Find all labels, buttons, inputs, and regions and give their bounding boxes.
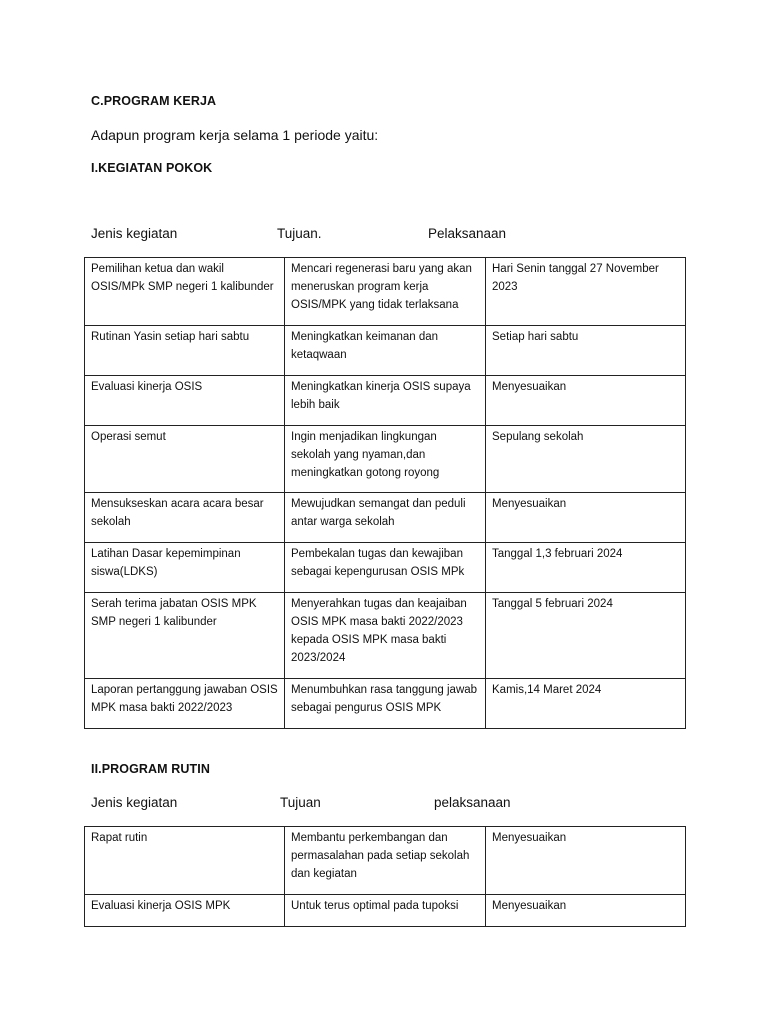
- kegiatan-pokok-col-pelaksanaan: Pelaksanaan: [428, 226, 507, 241]
- table-row: [85, 258, 686, 326]
- cell-jenis: Evaluasi kinerja OSIS MPK: [85, 895, 285, 927]
- cell-jenis: Operasi semut: [85, 426, 285, 493]
- cell-pelaksanaan: Menyesuaikan: [486, 493, 686, 543]
- cell-jenis: Rapat rutin: [85, 827, 285, 895]
- program-rutin-table: [84, 826, 686, 927]
- table-row: [85, 426, 686, 493]
- table-row: [85, 493, 686, 543]
- cell-jenis: Latihan Dasar kepemimpinan siswa(LDKS): [85, 543, 285, 593]
- cell-tujuan: Menumbuhkan rasa tanggung jawab sebagai pengurus OSIS MPK: [285, 679, 486, 729]
- cell-jenis: Rutinan Yasin setiap hari sabtu: [85, 326, 285, 376]
- cell-pelaksanaan: Menyesuaikan: [486, 376, 686, 426]
- intro-text: Adapun program kerja selama 1 periode yaitu:: [91, 127, 379, 143]
- kegiatan-pokok-heading: I.KEGIATAN POKOK: [91, 161, 213, 175]
- cell-tujuan: Mencari regenerasi baru yang akan meneruskan program kerja OSIS/MPK yang tidak terlaksana: [285, 258, 486, 326]
- cell-tujuan: Menyerahkan tugas dan keajaiban OSIS MPK masa bakti 2022/2023 kepada OSIS MPK masa bakti 2023/2024: [285, 593, 486, 679]
- table-row: [85, 679, 686, 729]
- cell-tujuan: Mewujudkan semangat dan peduli antar warga sekolah: [285, 493, 486, 543]
- cell-pelaksanaan: Setiap hari sabtu: [486, 326, 686, 376]
- table-row: [85, 827, 686, 895]
- table-row: [85, 593, 686, 679]
- cell-tujuan: Pembekalan tugas dan kewajiban sebagai kepengurusan OSIS MPk: [285, 543, 486, 593]
- kegiatan-pokok-table: [84, 257, 686, 729]
- table-row: [85, 895, 686, 927]
- cell-pelaksanaan: Tanggal 1,3 februari 2024: [486, 543, 686, 593]
- cell-jenis: Serah terima jabatan OSIS MPK SMP negeri 1 kalibunder: [85, 593, 285, 679]
- cell-tujuan: Untuk terus optimal pada tupoksi: [285, 895, 486, 927]
- cell-tujuan: Membantu perkembangan dan permasalahan pada setiap sekolah dan kegiatan: [285, 827, 486, 895]
- cell-pelaksanaan: Menyesuaikan: [486, 827, 686, 895]
- program-rutin-col-pelaksanaan: pelaksanaan: [434, 795, 511, 810]
- cell-jenis: Mensukseskan acara acara besar sekolah: [85, 493, 285, 543]
- kegiatan-pokok-col-tujuan: Tujuan.: [277, 226, 322, 241]
- table-row: [85, 326, 686, 376]
- cell-pelaksanaan: Hari Senin tanggal 27 November 2023: [486, 258, 686, 326]
- cell-tujuan: Ingin menjadikan lingkungan sekolah yang nyaman,dan meningkatkan gotong royong: [285, 426, 486, 493]
- cell-tujuan: Meningkatkan keimanan dan ketaqwaan: [285, 326, 486, 376]
- program-rutin-col-tujuan: Tujuan: [280, 795, 321, 810]
- cell-jenis: Evaluasi kinerja OSIS: [85, 376, 285, 426]
- cell-pelaksanaan: Tanggal 5 februari 2024: [486, 593, 686, 679]
- table-row: [85, 376, 686, 426]
- section-title: C.PROGRAM KERJA: [91, 94, 217, 108]
- cell-jenis: Pemilihan ketua dan wakil OSIS/MPk SMP negeri 1 kalibunder: [85, 258, 285, 326]
- cell-tujuan: Meningkatkan kinerja OSIS supaya lebih baik: [285, 376, 486, 426]
- cell-pelaksanaan: Sepulang sekolah: [486, 426, 686, 493]
- program-rutin-heading: II.PROGRAM RUTIN: [91, 762, 210, 776]
- table-row: [85, 543, 686, 593]
- cell-pelaksanaan: Menyesuaikan: [486, 895, 686, 927]
- program-rutin-col-jenis: Jenis kegiatan: [91, 795, 178, 810]
- cell-pelaksanaan: Kamis,14 Maret 2024: [486, 679, 686, 729]
- kegiatan-pokok-col-jenis: Jenis kegiatan: [91, 226, 178, 241]
- cell-jenis: Laporan pertanggung jawaban OSIS MPK masa bakti 2022/2023: [85, 679, 285, 729]
